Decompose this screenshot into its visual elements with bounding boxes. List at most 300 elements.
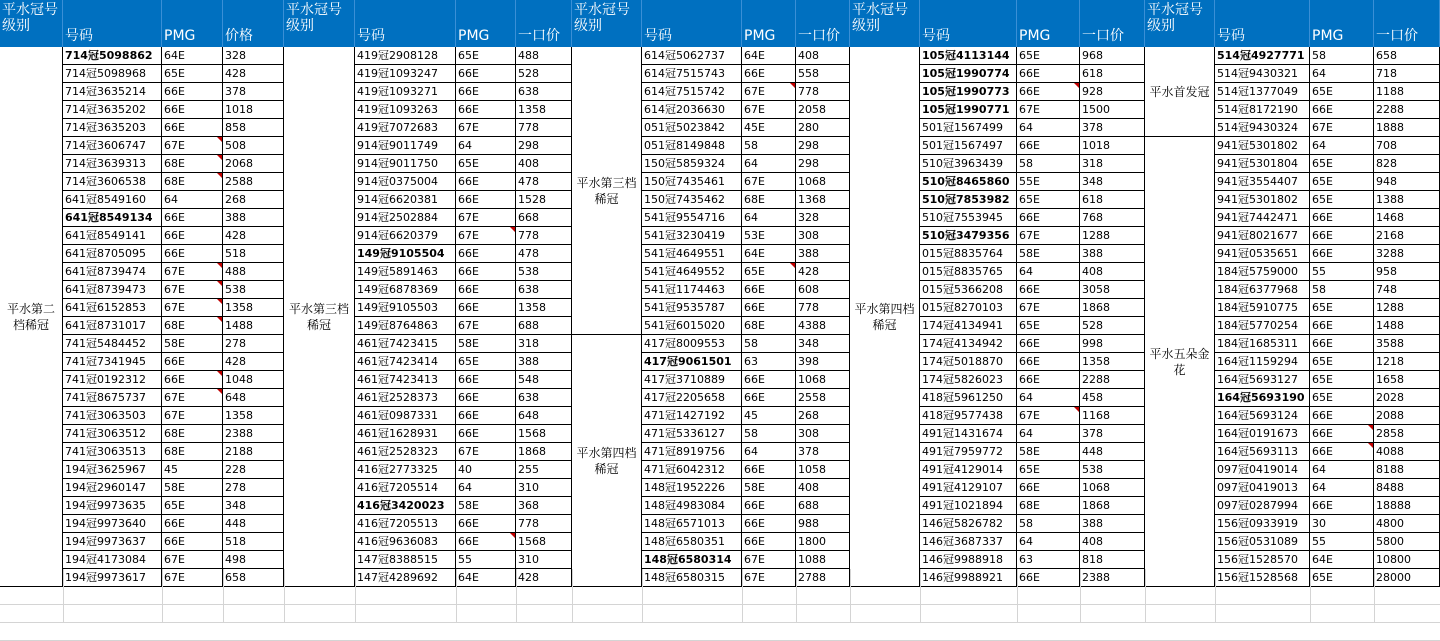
price-cell[interactable]: 2068 [223,155,284,173]
price-cell[interactable]: 638 [516,389,572,407]
number-cell[interactable]: 184冠6377968 [1215,281,1310,299]
pmg-cell[interactable]: 58 [1310,281,1374,299]
price-cell[interactable]: 4088 [1374,443,1440,461]
number-cell[interactable]: 741冠3063503 [63,407,162,425]
price-cell[interactable]: 1468 [1374,209,1440,227]
price-cell[interactable]: 2028 [1374,389,1440,407]
number-cell[interactable]: 714冠3635203 [63,119,162,137]
number-cell[interactable]: 541冠6015020 [642,317,742,335]
number-cell[interactable]: 641冠8739474 [63,263,162,281]
price-cell[interactable]: 8488 [1374,479,1440,497]
pmg-cell[interactable]: 67E [1017,101,1080,119]
price-cell[interactable]: 488 [223,263,284,281]
price-cell[interactable]: 448 [223,515,284,533]
number-cell[interactable]: 149冠6878369 [355,281,456,299]
number-cell[interactable]: 541冠1174463 [642,281,742,299]
price-cell[interactable]: 408 [1080,533,1145,551]
number-cell[interactable]: 156冠1528568 [1215,569,1310,587]
price-cell[interactable]: 1868 [516,443,572,461]
price-cell[interactable]: 428 [223,353,284,371]
pmg-cell[interactable]: 63 [1017,551,1080,569]
price-cell[interactable]: 648 [223,389,284,407]
price-cell[interactable]: 428 [516,569,572,587]
price-cell[interactable]: 768 [1080,209,1145,227]
price-cell[interactable]: 658 [223,569,284,587]
price-cell[interactable]: 528 [516,65,572,83]
number-cell[interactable]: 941冠0535651 [1215,245,1310,263]
number-cell[interactable]: 097冠0419014 [1215,461,1310,479]
pmg-cell[interactable]: 66E [162,227,223,245]
price-cell[interactable]: 2558 [796,389,850,407]
pmg-cell[interactable]: 67E [742,101,796,119]
price-cell[interactable]: 968 [1080,47,1145,65]
number-cell[interactable]: 105冠1990773 [920,83,1017,101]
pmg-cell[interactable]: 66E [1017,137,1080,155]
pmg-cell[interactable]: 67E [456,227,516,245]
number-cell[interactable]: 461冠0987331 [355,407,456,425]
price-cell[interactable]: 3058 [1080,281,1145,299]
price-cell[interactable]: 428 [796,263,850,281]
price-cell[interactable]: 318 [1080,155,1145,173]
pmg-cell[interactable]: 68E [162,443,223,461]
price-cell[interactable]: 688 [796,497,850,515]
pmg-cell[interactable]: 67E [456,119,516,137]
pmg-cell[interactable]: 67E [162,281,223,299]
price-cell[interactable]: 328 [223,47,284,65]
price-cell[interactable]: 298 [796,137,850,155]
number-cell[interactable]: 097冠0287994 [1215,497,1310,515]
number-cell[interactable]: 471冠5336127 [642,425,742,443]
price-cell[interactable]: 1358 [223,407,284,425]
price-cell[interactable]: 1068 [796,173,850,191]
pmg-cell[interactable]: 63 [742,353,796,371]
pmg-cell[interactable]: 67E [162,551,223,569]
pmg-cell[interactable]: 66E [742,299,796,317]
number-cell[interactable]: 148冠6580314 [642,551,742,569]
price-cell[interactable]: 458 [1080,389,1145,407]
number-cell[interactable]: 148冠1952226 [642,479,742,497]
pmg-cell[interactable]: 66E [456,389,516,407]
number-cell[interactable]: 510冠7553945 [920,209,1017,227]
price-cell[interactable]: 1048 [223,371,284,389]
price-cell[interactable]: 1068 [796,371,850,389]
number-cell[interactable]: 541冠9554716 [642,209,742,227]
pmg-cell[interactable]: 66E [162,101,223,119]
price-cell[interactable]: 4388 [796,317,850,335]
number-cell[interactable]: 641冠8549134 [63,209,162,227]
number-cell[interactable]: 174冠4134941 [920,317,1017,335]
pmg-cell[interactable]: 67E [1017,407,1080,425]
number-cell[interactable]: 941冠3554407 [1215,173,1310,191]
number-cell[interactable]: 461冠7423413 [355,371,456,389]
number-cell[interactable]: 491冠4129014 [920,461,1017,479]
pmg-cell[interactable]: 66E [162,119,223,137]
pmg-cell[interactable]: 66E [456,263,516,281]
pmg-cell[interactable]: 65E [456,155,516,173]
number-cell[interactable]: 146冠9988918 [920,551,1017,569]
price-cell[interactable]: 278 [223,335,284,353]
pmg-cell[interactable]: 53E [742,227,796,245]
pmg-cell[interactable]: 65E [456,353,516,371]
pmg-cell[interactable]: 66E [1310,425,1374,443]
price-cell[interactable]: 2388 [223,425,284,443]
number-cell[interactable]: 714冠3639313 [63,155,162,173]
price-cell[interactable]: 1488 [223,317,284,335]
pmg-cell[interactable]: 66E [1310,317,1374,335]
number-cell[interactable]: 741冠7341945 [63,353,162,371]
price-cell[interactable]: 1868 [1080,497,1145,515]
number-cell[interactable]: 184冠1685311 [1215,335,1310,353]
pmg-cell[interactable]: 67E [742,551,796,569]
price-cell[interactable]: 318 [516,335,572,353]
number-cell[interactable]: 541冠4649552 [642,263,742,281]
pmg-cell[interactable]: 65E [742,263,796,281]
number-cell[interactable]: 714冠5098968 [63,65,162,83]
pmg-cell[interactable]: 66E [456,101,516,119]
pmg-cell[interactable]: 66E [1310,335,1374,353]
price-cell[interactable]: 538 [223,281,284,299]
number-cell[interactable]: 419冠7072683 [355,119,456,137]
pmg-cell[interactable]: 65E [1017,317,1080,335]
pmg-cell[interactable]: 64 [1017,533,1080,551]
pmg-cell[interactable]: 67E [456,209,516,227]
pmg-cell[interactable]: 65E [456,47,516,65]
pmg-cell[interactable]: 66E [456,191,516,209]
price-cell[interactable]: 1218 [1374,353,1440,371]
pmg-cell[interactable]: 58E [456,335,516,353]
pmg-cell[interactable]: 66E [162,209,223,227]
price-cell[interactable]: 498 [223,551,284,569]
number-cell[interactable]: 149冠8764863 [355,317,456,335]
pmg-cell[interactable]: 30 [1310,515,1374,533]
number-cell[interactable]: 461冠2528373 [355,389,456,407]
price-cell[interactable]: 718 [1374,65,1440,83]
number-cell[interactable]: 741冠3063513 [63,443,162,461]
price-cell[interactable]: 778 [516,119,572,137]
pmg-cell[interactable]: 67E [162,263,223,281]
pmg-cell[interactable]: 58 [742,425,796,443]
price-cell[interactable]: 958 [1374,263,1440,281]
pmg-cell[interactable]: 65E [162,65,223,83]
level-merged-cell[interactable] [1145,137,1215,587]
number-cell[interactable]: 156冠0531089 [1215,533,1310,551]
price-cell[interactable]: 1188 [1374,83,1440,101]
pmg-cell[interactable]: 66E [1310,407,1374,425]
price-cell[interactable]: 858 [223,119,284,137]
number-cell[interactable]: 164冠0191673 [1215,425,1310,443]
number-cell[interactable]: 051冠5023842 [642,119,742,137]
number-cell[interactable]: 417冠3710889 [642,371,742,389]
number-cell[interactable]: 541冠3230419 [642,227,742,245]
pmg-cell[interactable]: 64E [456,569,516,587]
number-cell[interactable]: 501冠1567497 [920,137,1017,155]
pmg-cell[interactable]: 67E [1017,227,1080,245]
price-cell[interactable]: 310 [516,479,572,497]
pmg-cell[interactable]: 67E [162,407,223,425]
number-cell[interactable]: 051冠8149848 [642,137,742,155]
price-cell[interactable]: 398 [796,353,850,371]
pmg-cell[interactable]: 67E [162,389,223,407]
number-cell[interactable]: 641冠8705095 [63,245,162,263]
number-cell[interactable]: 914冠2502884 [355,209,456,227]
pmg-cell[interactable]: 64 [456,479,516,497]
price-cell[interactable]: 2588 [223,173,284,191]
pmg-cell[interactable]: 66E [162,515,223,533]
price-cell[interactable]: 538 [516,263,572,281]
number-cell[interactable]: 174冠4134942 [920,335,1017,353]
pmg-cell[interactable]: 67E [162,299,223,317]
price-cell[interactable]: 2288 [1374,101,1440,119]
number-cell[interactable]: 741冠5484452 [63,335,162,353]
number-cell[interactable]: 419冠1093271 [355,83,456,101]
number-cell[interactable]: 914冠6620379 [355,227,456,245]
number-cell[interactable]: 419冠2908128 [355,47,456,65]
price-cell[interactable]: 1288 [1374,299,1440,317]
pmg-cell[interactable]: 66E [162,83,223,101]
number-cell[interactable]: 164冠5693113 [1215,443,1310,461]
pmg-cell[interactable]: 67E [162,569,223,587]
price-cell[interactable]: 1500 [1080,101,1145,119]
price-cell[interactable]: 1018 [1080,137,1145,155]
number-cell[interactable]: 146冠9988921 [920,569,1017,587]
pmg-cell[interactable]: 65E [1017,461,1080,479]
price-cell[interactable]: 280 [796,119,850,137]
price-cell[interactable]: 1358 [516,299,572,317]
pmg-cell[interactable]: 66E [1017,335,1080,353]
price-cell[interactable]: 1388 [1374,191,1440,209]
pmg-cell[interactable]: 64 [1310,479,1374,497]
price-cell[interactable]: 1288 [1080,227,1145,245]
price-cell[interactable]: 478 [516,245,572,263]
price-cell[interactable]: 2288 [1080,371,1145,389]
price-cell[interactable]: 408 [516,155,572,173]
pmg-cell[interactable]: 58E [162,479,223,497]
number-cell[interactable]: 641冠6152853 [63,299,162,317]
pmg-cell[interactable]: 64E [742,245,796,263]
price-cell[interactable]: 348 [1080,173,1145,191]
number-cell[interactable]: 471冠6042312 [642,461,742,479]
price-cell[interactable]: 668 [516,209,572,227]
price-cell[interactable]: 3288 [1374,245,1440,263]
price-cell[interactable]: 648 [516,407,572,425]
number-cell[interactable]: 149冠9105504 [355,245,456,263]
pmg-cell[interactable]: 64 [742,155,796,173]
pmg-cell[interactable]: 68E [162,425,223,443]
pmg-cell[interactable]: 65E [1310,389,1374,407]
number-cell[interactable]: 510冠3479356 [920,227,1017,245]
number-cell[interactable]: 184冠5759000 [1215,263,1310,281]
number-cell[interactable]: 156冠1528570 [1215,551,1310,569]
number-cell[interactable]: 461冠7423414 [355,353,456,371]
price-cell[interactable]: 558 [796,65,850,83]
pmg-cell[interactable]: 67E [456,443,516,461]
price-cell[interactable]: 708 [1374,137,1440,155]
number-cell[interactable]: 614冠2036630 [642,101,742,119]
price-cell[interactable]: 255 [516,461,572,479]
pmg-cell[interactable]: 68E [162,317,223,335]
number-cell[interactable]: 714冠3606747 [63,137,162,155]
pmg-cell[interactable]: 66E [1017,371,1080,389]
pmg-cell[interactable]: 58E [742,479,796,497]
number-cell[interactable]: 418冠9577438 [920,407,1017,425]
pmg-cell[interactable]: 66E [742,371,796,389]
pmg-cell[interactable]: 66E [456,515,516,533]
price-cell[interactable]: 378 [1080,119,1145,137]
pmg-cell[interactable]: 66E [742,533,796,551]
price-cell[interactable]: 1068 [1080,479,1145,497]
pmg-cell[interactable]: 66E [456,281,516,299]
pmg-cell[interactable]: 45E [742,119,796,137]
number-cell[interactable]: 941冠8021677 [1215,227,1310,245]
price-cell[interactable]: 2088 [1374,407,1440,425]
pmg-cell[interactable]: 66E [1310,245,1374,263]
pmg-cell[interactable]: 66E [1310,443,1374,461]
pmg-cell[interactable]: 68E [1017,497,1080,515]
number-cell[interactable]: 146冠5826782 [920,515,1017,533]
pmg-cell[interactable]: 67E [742,83,796,101]
pmg-cell[interactable]: 67E [742,173,796,191]
price-cell[interactable]: 528 [1080,317,1145,335]
price-cell[interactable]: 308 [796,425,850,443]
number-cell[interactable]: 541冠9535787 [642,299,742,317]
number-cell[interactable]: 641冠8731017 [63,317,162,335]
pmg-cell[interactable]: 40 [456,461,516,479]
number-cell[interactable]: 146冠3687337 [920,533,1017,551]
pmg-cell[interactable]: 64 [162,191,223,209]
number-cell[interactable]: 156冠0933919 [1215,515,1310,533]
number-cell[interactable]: 418冠5961250 [920,389,1017,407]
pmg-cell[interactable]: 68E [742,317,796,335]
pmg-cell[interactable]: 45 [162,461,223,479]
pmg-cell[interactable]: 64 [1310,137,1374,155]
pmg-cell[interactable]: 66E [162,353,223,371]
number-cell[interactable]: 491冠7959772 [920,443,1017,461]
number-cell[interactable]: 147冠8388515 [355,551,456,569]
price-cell[interactable]: 688 [516,317,572,335]
price-cell[interactable]: 428 [223,65,284,83]
price-cell[interactable]: 18888 [1374,497,1440,515]
number-cell[interactable]: 541冠4649551 [642,245,742,263]
price-cell[interactable]: 638 [516,281,572,299]
price-cell[interactable]: 1018 [223,101,284,119]
pmg-cell[interactable]: 58 [742,335,796,353]
price-cell[interactable]: 388 [796,245,850,263]
price-cell[interactable]: 608 [796,281,850,299]
pmg-cell[interactable]: 65E [1310,173,1374,191]
price-cell[interactable]: 1528 [516,191,572,209]
number-cell[interactable]: 614冠7515743 [642,65,742,83]
pmg-cell[interactable]: 65E [1310,191,1374,209]
price-cell[interactable]: 748 [1374,281,1440,299]
number-cell[interactable]: 941冠5301804 [1215,155,1310,173]
pmg-cell[interactable]: 66E [1017,479,1080,497]
pmg-cell[interactable]: 66E [742,65,796,83]
number-cell[interactable]: 514冠4927771 [1215,47,1310,65]
number-cell[interactable]: 150冠7435462 [642,191,742,209]
pmg-cell[interactable]: 66E [456,65,516,83]
number-cell[interactable]: 461冠2528323 [355,443,456,461]
number-cell[interactable]: 941冠7442471 [1215,209,1310,227]
pmg-cell[interactable]: 67E [456,317,516,335]
number-cell[interactable]: 097冠0419013 [1215,479,1310,497]
number-cell[interactable]: 714冠5098862 [63,47,162,65]
price-cell[interactable]: 508 [223,137,284,155]
pmg-cell[interactable]: 64 [742,209,796,227]
price-cell[interactable]: 618 [1080,65,1145,83]
number-cell[interactable]: 194冠4173084 [63,551,162,569]
number-cell[interactable]: 150冠5859324 [642,155,742,173]
price-cell[interactable]: 988 [796,515,850,533]
number-cell[interactable]: 194冠9973617 [63,569,162,587]
pmg-cell[interactable]: 55 [1310,263,1374,281]
pmg-cell[interactable]: 66E [456,425,516,443]
number-cell[interactable]: 741冠0192312 [63,371,162,389]
number-cell[interactable]: 416冠9636083 [355,533,456,551]
price-cell[interactable]: 2388 [1080,569,1145,587]
price-cell[interactable]: 928 [1080,83,1145,101]
pmg-cell[interactable]: 65E [162,497,223,515]
number-cell[interactable]: 147冠4289692 [355,569,456,587]
pmg-cell[interactable]: 64 [1310,461,1374,479]
price-cell[interactable]: 278 [223,479,284,497]
number-cell[interactable]: 105冠4113144 [920,47,1017,65]
price-cell[interactable]: 488 [516,47,572,65]
number-cell[interactable]: 164冠5693127 [1215,371,1310,389]
number-cell[interactable]: 641冠8549141 [63,227,162,245]
price-cell[interactable]: 8188 [1374,461,1440,479]
pmg-cell[interactable]: 55 [456,551,516,569]
number-cell[interactable]: 491冠1021894 [920,497,1017,515]
number-cell[interactable]: 416冠7205513 [355,515,456,533]
pmg-cell[interactable]: 64E [1310,551,1374,569]
pmg-cell[interactable]: 67E [162,137,223,155]
number-cell[interactable]: 514冠9430324 [1215,119,1310,137]
price-cell[interactable]: 1568 [516,425,572,443]
pmg-cell[interactable]: 58 [1017,515,1080,533]
number-cell[interactable]: 914冠0375004 [355,173,456,191]
number-cell[interactable]: 174冠5018870 [920,353,1017,371]
pmg-cell[interactable]: 66E [456,83,516,101]
pmg-cell[interactable]: 64 [1310,65,1374,83]
pmg-cell[interactable]: 68E [162,173,223,191]
number-cell[interactable]: 015冠8835764 [920,245,1017,263]
level-merged-cell[interactable] [1145,47,1215,137]
number-cell[interactable]: 419冠1093247 [355,65,456,83]
number-cell[interactable]: 194冠2960147 [63,479,162,497]
pmg-cell[interactable]: 67E [1017,299,1080,317]
number-cell[interactable]: 184冠5910775 [1215,299,1310,317]
price-cell[interactable]: 5800 [1374,533,1440,551]
pmg-cell[interactable]: 65E [1310,569,1374,587]
price-cell[interactable]: 1488 [1374,317,1440,335]
pmg-cell[interactable]: 55 [1310,533,1374,551]
pmg-cell[interactable]: 66E [1310,209,1374,227]
price-cell[interactable]: 348 [223,497,284,515]
number-cell[interactable]: 174冠5826023 [920,371,1017,389]
number-cell[interactable]: 184冠5770254 [1215,317,1310,335]
pmg-cell[interactable]: 58E [162,335,223,353]
price-cell[interactable]: 778 [516,515,572,533]
price-cell[interactable]: 448 [1080,443,1145,461]
price-cell[interactable]: 378 [1080,425,1145,443]
number-cell[interactable]: 015冠8270103 [920,299,1017,317]
level-merged-cell[interactable] [572,47,642,335]
price-cell[interactable]: 538 [1080,461,1145,479]
pmg-cell[interactable]: 64E [162,47,223,65]
pmg-cell[interactable]: 58 [742,137,796,155]
pmg-cell[interactable]: 64 [1017,263,1080,281]
pmg-cell[interactable]: 66E [1017,353,1080,371]
